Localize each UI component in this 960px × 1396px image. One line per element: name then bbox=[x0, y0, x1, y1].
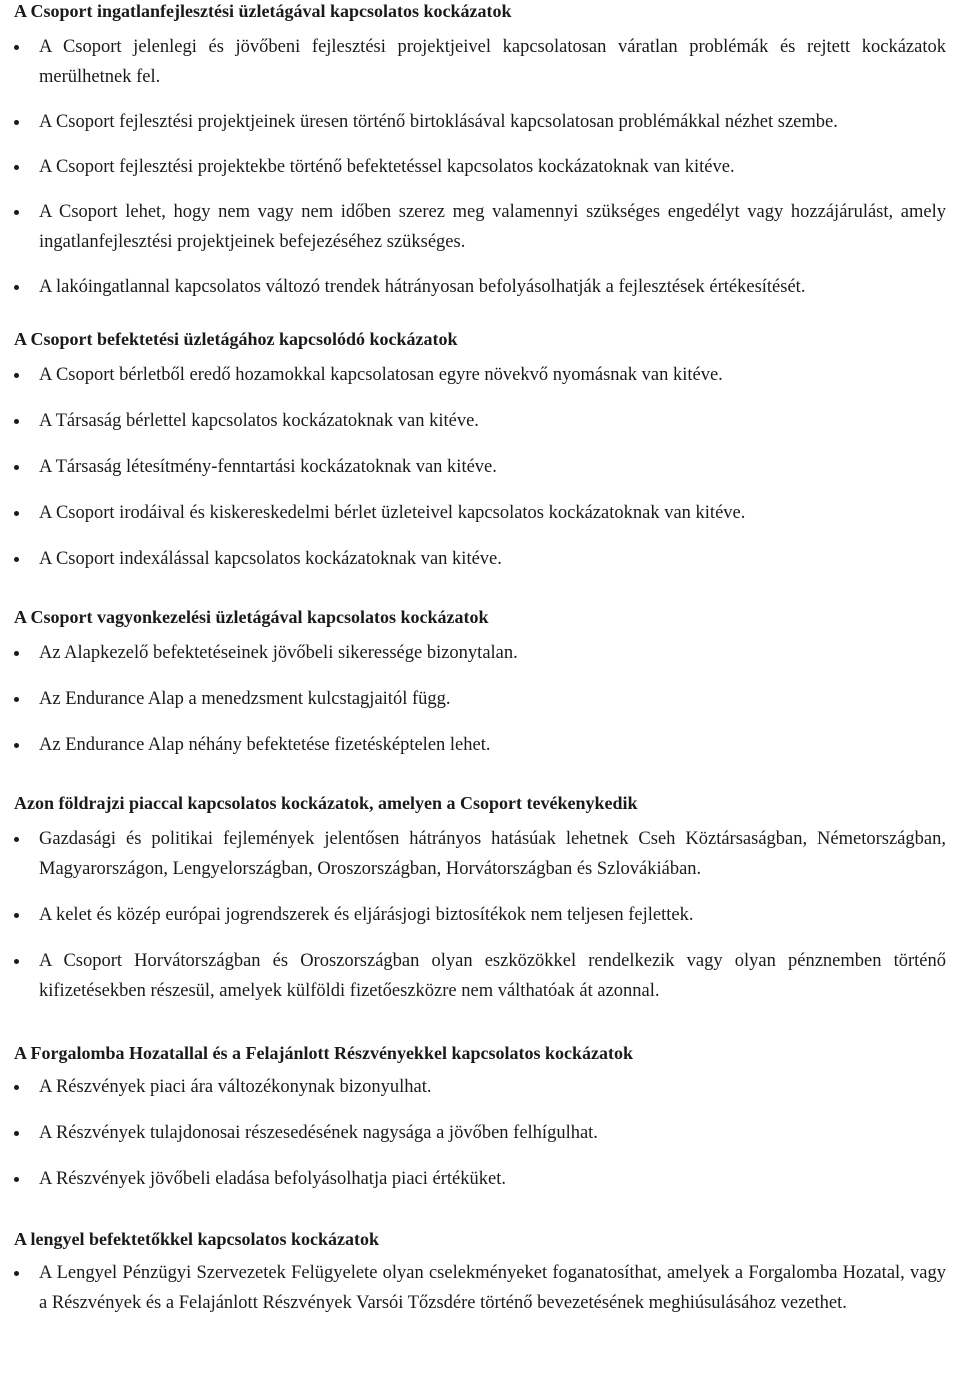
list-item bbox=[14, 360, 946, 390]
list-item bbox=[14, 32, 946, 92]
list-item-text: A Csoport lehet, hogy nem vagy nem időben szerez meg valamennyi szükséges engedélyt vagy hozzájárulást, amely ingatlanfejlesztési projektjeinek befejezéséhez szükséges. bbox=[39, 202, 946, 252]
list-item-text: A Részvények tulajdonosai részesedésének nagysága a jövőben felhígulhat. bbox=[39, 1123, 598, 1143]
bullet-icon bbox=[14, 743, 19, 748]
list-item-text: A Lengyel Pénzügyi Szervezetek Felügyelete olyan cselekményeket foganatosíthat, amelyek a Forgalomba Hozatal, vagy a Részvények és a Felajánlott Részvények Varsói Tőzsdére történő bevezetésének meghiúsulásához vezethet. bbox=[39, 1263, 946, 1313]
bullet-icon bbox=[14, 165, 19, 170]
bullet-icon bbox=[14, 419, 19, 424]
list-item bbox=[14, 452, 946, 482]
list-item bbox=[14, 498, 946, 528]
list-item bbox=[14, 638, 946, 668]
list-item bbox=[14, 684, 946, 714]
list-item-text: A Csoport Horvátországban és Oroszországban olyan eszközökkel rendelkezik vagy olyan pénznemben történő kifizetésekben részesül, amelyek külföldi fizetőeszközre nem válthatóak át azonnal. bbox=[39, 951, 946, 1001]
bullet-icon bbox=[14, 1177, 19, 1182]
bullet-icon bbox=[14, 120, 19, 125]
list-item bbox=[14, 272, 946, 302]
list-item-text: Az Endurance Alap néhány befektetése fizetésképtelen lehet. bbox=[39, 735, 491, 755]
section-lengyel-befektetok bbox=[14, 1228, 946, 1318]
bullet-icon bbox=[14, 837, 19, 842]
list-item-text: A Csoport fejlesztési projektjeinek üresen történő birtoklásával kapcsolatosan problémákkal nézhet szembe. bbox=[39, 112, 838, 132]
list-item bbox=[14, 824, 946, 884]
bullet-icon bbox=[14, 373, 19, 378]
list-item-text: Az Endurance Alap a menedzsment kulcstagjaitól függ. bbox=[39, 689, 451, 709]
bullet-icon bbox=[14, 511, 19, 516]
list-item-text: Az Alapkezelő befektetéseinek jövőbeli sikeressége bizonytalan. bbox=[39, 643, 518, 663]
list-item bbox=[14, 900, 946, 930]
list-item-text: A kelet és közép európai jogrendszerek és eljárásjogi biztosítékok nem teljesen fejlettek. bbox=[39, 905, 694, 925]
bullet-icon bbox=[14, 1085, 19, 1090]
bullet-list bbox=[14, 824, 946, 1006]
bullet-icon bbox=[14, 697, 19, 702]
bullet-list bbox=[14, 638, 946, 760]
list-item bbox=[14, 1118, 946, 1148]
list-item-text: A Részvények jövőbeli eladása befolyásolhatja piaci értéküket. bbox=[39, 1169, 506, 1189]
list-item bbox=[14, 107, 946, 137]
bullet-list bbox=[14, 360, 946, 574]
section-heading: A Csoport befektetési üzletágához kapcsolódó kockázatok bbox=[14, 329, 458, 349]
bullet-icon bbox=[14, 1131, 19, 1136]
bullet-icon bbox=[14, 913, 19, 918]
list-item-text: A lakóingatlannal kapcsolatos változó trendek hátrányosan befolyásolhatják a fejlesztések értékesítését. bbox=[39, 277, 806, 297]
list-item bbox=[14, 406, 946, 436]
bullet-icon bbox=[14, 557, 19, 562]
bullet-icon bbox=[14, 285, 19, 290]
list-item bbox=[14, 1258, 946, 1318]
list-item bbox=[14, 946, 946, 1006]
list-item bbox=[14, 730, 946, 760]
section-forgalomba-hozatal bbox=[14, 1042, 946, 1194]
bullet-icon bbox=[14, 45, 19, 50]
section-befektetesi bbox=[14, 328, 946, 574]
section-ingatlanfejlesztes bbox=[14, 0, 946, 302]
bullet-icon bbox=[14, 959, 19, 964]
bullet-icon bbox=[14, 1271, 19, 1276]
section-foldrajzi bbox=[14, 792, 946, 1006]
list-item-text: A Csoport bérletből eredő hozamokkal kapcsolatosan egyre növekvő nyomásnak van kitéve. bbox=[39, 365, 723, 385]
bullet-list bbox=[14, 1258, 946, 1318]
bullet-list bbox=[14, 1072, 946, 1194]
bullet-icon bbox=[14, 210, 19, 215]
section-heading: A Csoport vagyonkezelési üzletágával kapcsolatos kockázatok bbox=[14, 607, 489, 627]
list-item bbox=[14, 1072, 946, 1102]
section-heading: A Forgalomba Hozatallal és a Felajánlott Részvényekkel kapcsolatos kockázatok bbox=[14, 1043, 633, 1063]
list-item-text: A Csoport fejlesztési projektekbe történő befektetéssel kapcsolatos kockázatoknak van kitéve. bbox=[39, 157, 735, 177]
list-item-text: A Részvények piaci ára változékonynak bizonyulhat. bbox=[39, 1077, 432, 1097]
list-item-text: A Társaság bérlettel kapcsolatos kockázatoknak van kitéve. bbox=[39, 411, 479, 431]
list-item bbox=[14, 544, 946, 574]
list-item-text: A Csoport irodáival és kiskereskedelmi bérlet üzleteivel kapcsolatos kockázatoknak van kitéve. bbox=[39, 503, 746, 523]
list-item-text: A Csoport jelenlegi és jövőbeni fejlesztési projektjeivel kapcsolatosan váratlan problémák és rejtett kockázatok merülhetnek fel. bbox=[39, 37, 946, 87]
section-heading: A lengyel befektetőkkel kapcsolatos kockázatok bbox=[14, 1229, 380, 1249]
list-item-text: A Társaság létesítmény-fenntartási kockázatoknak van kitéve. bbox=[39, 457, 497, 477]
bullet-list bbox=[14, 32, 946, 302]
list-item-text: A Csoport indexálással kapcsolatos kockázatoknak van kitéve. bbox=[39, 549, 502, 569]
bullet-icon bbox=[14, 651, 19, 656]
bullet-icon bbox=[14, 465, 19, 470]
list-item bbox=[14, 197, 946, 257]
list-item-text: Gazdasági és politikai fejlemények jelentősen hátrányos hatásúak lehetnek Cseh Köztársaságban, Németországban, Magyarországon, Lengyelországban, Oroszországban, Horvátországban és Szlovákiában. bbox=[39, 829, 946, 879]
section-heading: A Csoport ingatlanfejlesztési üzletágával kapcsolatos kockázatok bbox=[14, 1, 512, 21]
section-vagyonkezelesi bbox=[14, 606, 946, 760]
list-item bbox=[14, 1164, 946, 1194]
section-heading: Azon földrajzi piaccal kapcsolatos kockázatok, amelyen a Csoport tevékenykedik bbox=[14, 793, 638, 813]
list-item bbox=[14, 152, 946, 182]
